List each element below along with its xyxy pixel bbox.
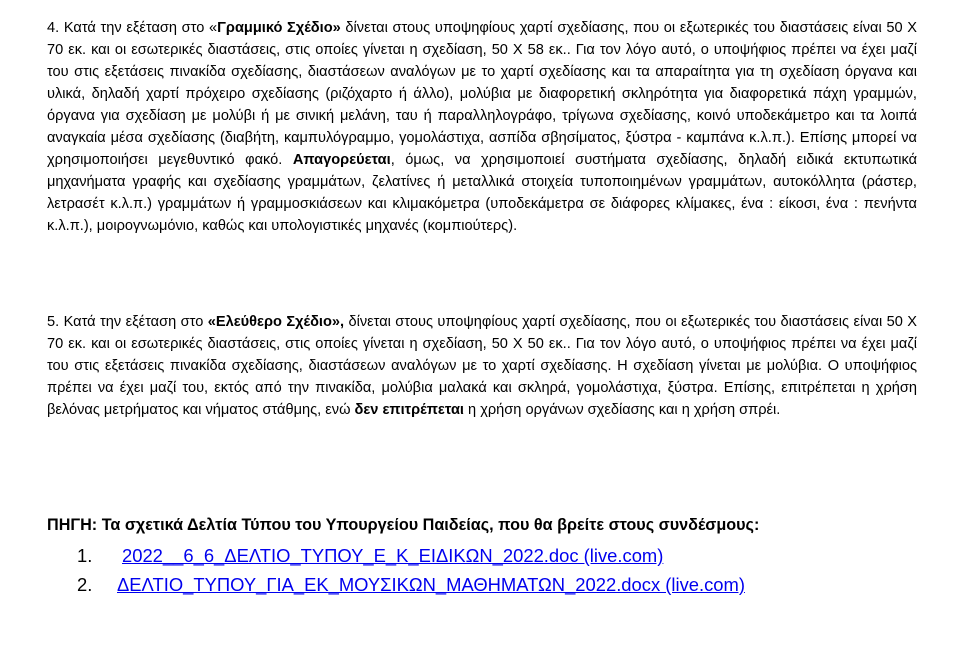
linear-drawing-term: Γραμμικό Σχέδιο» xyxy=(217,20,341,36)
paragraph-5-text: η χρήση οργάνων σχεδίασης και η χρήση σπρέι. xyxy=(464,402,781,418)
press-release-special-link[interactable]: 2022__6_6_ΔΕΛΤΙΟ_ΤΥΠΟΥ_Ε_Κ_ΕΙΔΙΚΩΝ_2022.doc (live.com) xyxy=(122,545,664,566)
list-number: 1. xyxy=(77,545,93,566)
paragraph-5-text: δίνεται στους υποψηφίους χαρτί σχεδίασης, που οι εξωτερικές του διαστάσεις είναι 50 Χ 70 εκ. και οι εσωτερικές διαστάσεις, στις οποίες γίνεται η σχεδίαση, 50 Χ 50 εκ.. Για τον λόγο αυτό, ο υποψήφιος πρέπει να έχει μαζί του στις εξετάσεις πινακίδα σχεδίασης, διαστάσεων αναλόγων με το χαρτί σχεδίασης. Η σχεδίαση γίνεται με μολύβια. Ο υποψήφιος πρέπει να έχει μαζί του, εκτός από την πινακίδα, μολύβια μαλακά και σκληρά, γομολάστιχα, ξύστρα. Επίσης, επιτρέπεται η χρήση βελόνας μετρήματος και νήματος στάθμης, ενώ xyxy=(47,314,917,418)
free-drawing-term: «Ελεύθερο Σχέδιο», xyxy=(207,314,345,330)
not-allowed-emphasis: δεν επιτρέπεται xyxy=(354,402,464,418)
paragraph-free-drawing xyxy=(47,311,917,421)
source-heading: ΠΗΓΗ: Τα σχετικά Δελτία Τύπου του Υπουργείου Παιδείας, που θα βρείτε στους συνδέσμους: xyxy=(47,516,760,534)
paragraph-4-text: , όμως, να χρησιμοποιεί συστήματα σχεδίασης, δηλαδή ειδικά εκτυπωτικά μηχανήματα γραφής και σχεδίασης γραμμάτων, ζελατίνες ή μεταλλικά στοιχεία τυποποιημένων γραμμάτων, αυτοκόλλητα (ράστερ, λετρασέτ κ.λ.π.) γραμμάτων ή γραμμοσκιάσεων και κλιμακόμετρα (υποδεκάμετρα σε διάφορες κλίμακες, ένα : είκοσι, ένα : πενήντα κ.λ.π.), μοιρογνωμόνιο, καθώς και υπολογιστικές μηχανές (κομπιούτερς). xyxy=(47,152,918,234)
list-number: 2. xyxy=(77,574,93,595)
paragraph-linear-drawing xyxy=(47,17,917,237)
press-release-music-link[interactable]: ΔΕΛΤΙΟ_ΤΥΠΟΥ_ΓΙΑ_ΕΚ_ΜΟΥΣΙΚΩΝ_ΜΑΘΗΜΑΤΩΝ_2022.docx (live.com) xyxy=(117,574,745,595)
prohibited-emphasis: Απαγορεύεται xyxy=(292,152,391,168)
paragraph-4-text: δίνεται στους υποψηφίους χαρτί σχεδίασης, που οι εξωτερικές του διαστάσεις είναι 50 Χ 70 εκ. και οι εσωτερικές διαστάσεις, στις οποίες γίνεται η σχεδίαση, 50 Χ 58 εκ.. Για τον λόγο αυτό, ο υποψήφιος πρέπει να έχει μαζί του στις εξετάσεις πινακίδα σχεδίασης, διαστάσεων αναλόγων με το χαρτί σχεδίασης και τα απαραίτητα για τη σχεδίαση όργανα και υλικά, δηλαδή χαρτί πρόχειρο σχεδίασης (ριζόχαρτο ή άλλο), μολύβια με διαφορετική σκληρότητα για διαφορετικά πάχη γραμμών, όργανα για σχεδίαση με μολύβι ή με σινική μελάνη, ταυ ή παραλληλογράφο, τρίγωνα σχεδίασης, κοινό υποδεκάμετρο και τα λοιπά αναγκαία μέσα σχεδίασης (διαβήτη, καμπυλόγραμμο, γομολάστιχα, ασπίδα σβησίματος, ξύστρα - καμπάνα κ.λ.π.). Επίσης μπορεί να χρησιμοποιήσει μεγεθυντικό φακό. xyxy=(47,20,917,168)
paragraph-4-text: 4. Κατά την εξέταση στο « xyxy=(47,20,218,36)
paragraph-5-text: 5. Κατά την εξέταση στο xyxy=(47,314,208,330)
